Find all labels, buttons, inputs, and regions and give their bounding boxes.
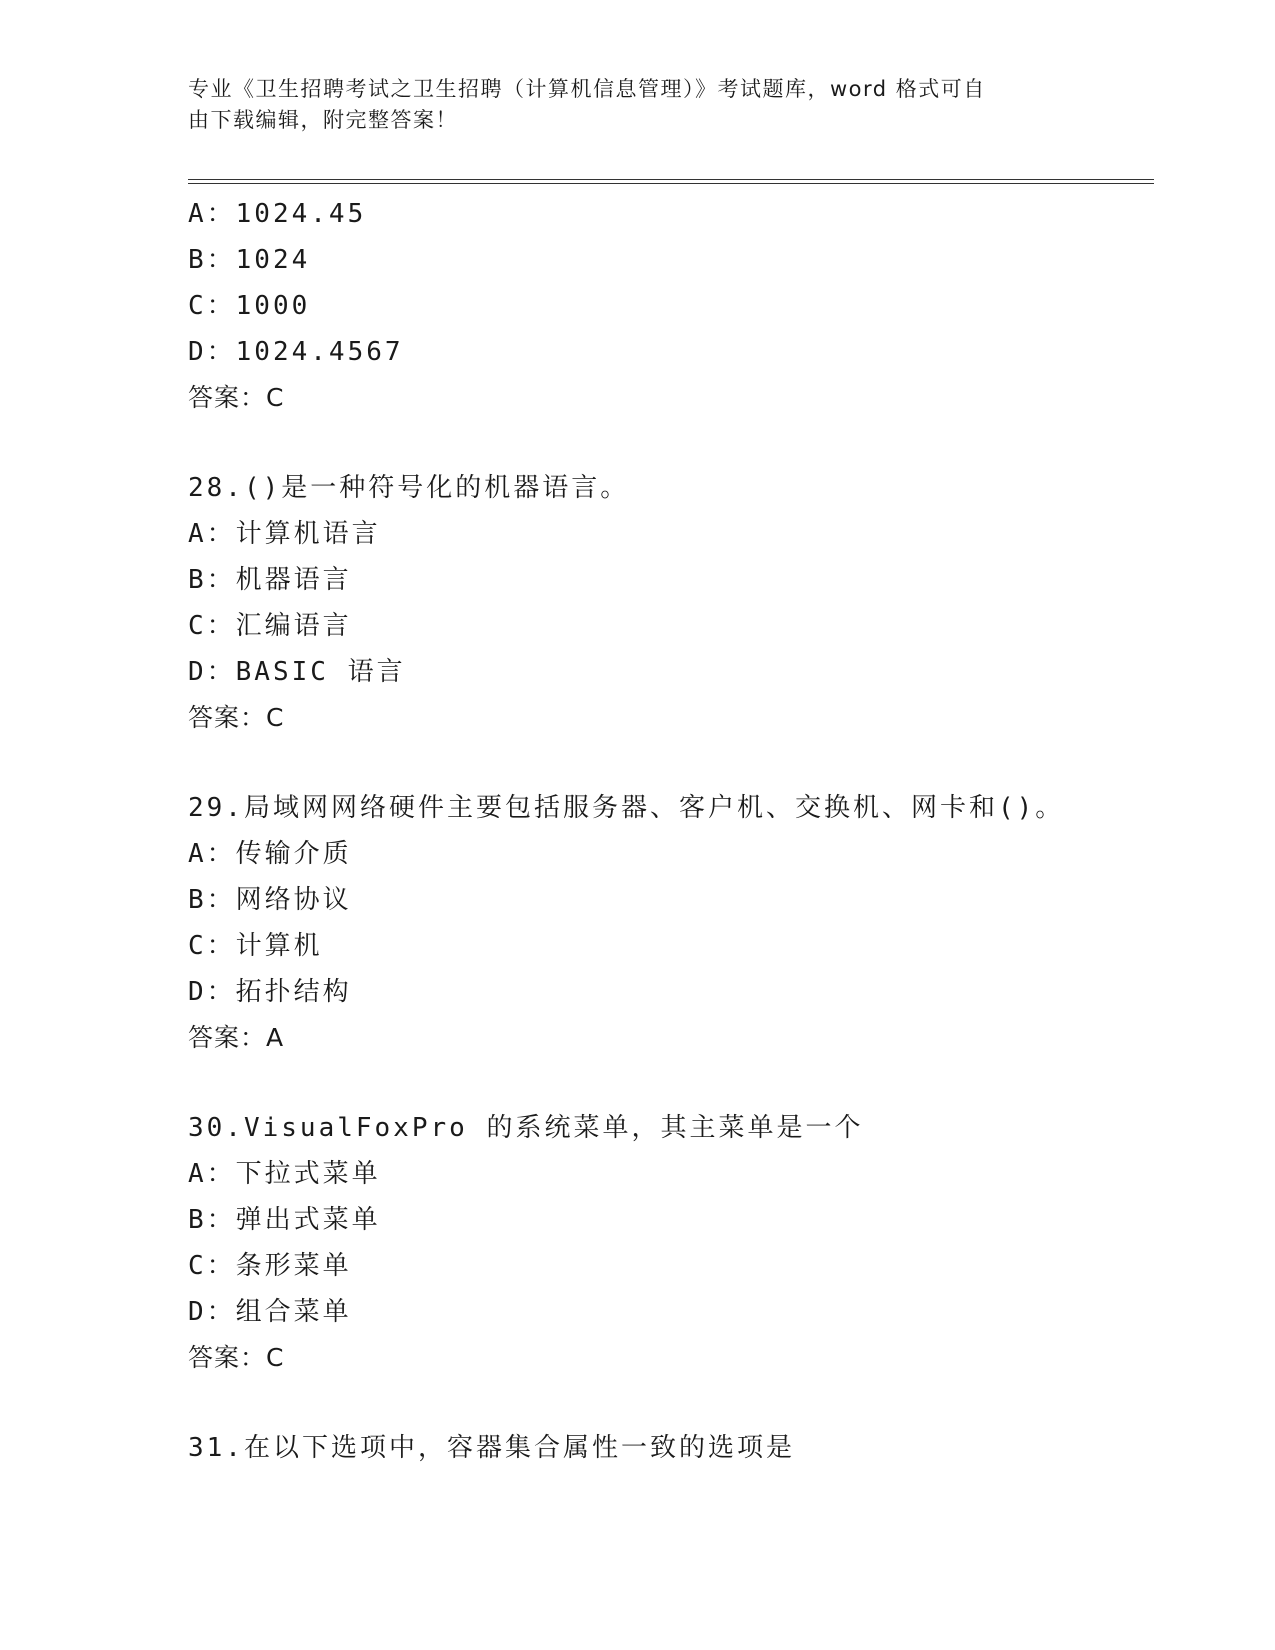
question-block-31 bbox=[188, 1425, 1188, 1471]
answer-line: 答案：C bbox=[188, 1343, 285, 1372]
option-a: A：计算机语言 bbox=[188, 519, 381, 549]
option-b: B：弹出式菜单 bbox=[188, 1205, 381, 1235]
option-c: C：计算机 bbox=[188, 931, 323, 961]
question-block-29 bbox=[188, 785, 1188, 1061]
option-d: D：组合菜单 bbox=[188, 1297, 352, 1327]
spacer bbox=[188, 741, 1188, 785]
question-block-28 bbox=[188, 465, 1188, 741]
option-c: C：1000 bbox=[188, 291, 311, 321]
question-stem: 30.VisualFoxPro 的系统菜单，其主菜单是一个 bbox=[188, 1113, 864, 1143]
option-d: D：1024.4567 bbox=[188, 337, 404, 367]
spacer bbox=[188, 1381, 1188, 1425]
question-list bbox=[188, 191, 1188, 1471]
header-rule-top bbox=[188, 179, 1154, 180]
option-d: D：拓扑结构 bbox=[188, 977, 352, 1007]
answer-line: 答案：A bbox=[188, 1023, 285, 1052]
question-block-27 bbox=[188, 191, 1188, 421]
option-a: A：传输介质 bbox=[188, 839, 352, 869]
spacer bbox=[188, 1061, 1188, 1105]
option-b: B：网络协议 bbox=[188, 885, 352, 915]
option-c: C：条形菜单 bbox=[188, 1251, 352, 1281]
option-c: C：汇编语言 bbox=[188, 611, 352, 641]
option-b: B：1024 bbox=[188, 245, 311, 275]
question-block-30 bbox=[188, 1105, 1188, 1381]
question-stem: 29.局域网网络硬件主要包括服务器、客户机、交换机、网卡和()。 bbox=[188, 793, 1065, 823]
option-d: D：BASIC 语言 bbox=[188, 657, 406, 687]
question-stem: 28.()是一种符号化的机器语言。 bbox=[188, 473, 630, 503]
header-line-1: 专业《卫生招聘考试之卫生招聘（计算机信息管理）》考试题库，word 格式可自 bbox=[188, 77, 986, 101]
header-line-2: 由下载编辑，附完整答案！ bbox=[188, 108, 458, 132]
option-a: A：1024.45 bbox=[188, 199, 367, 229]
option-a: A：下拉式菜单 bbox=[188, 1159, 381, 1189]
spacer bbox=[188, 421, 1188, 465]
header-rule-bottom bbox=[188, 183, 1154, 184]
option-b: B：机器语言 bbox=[188, 565, 352, 595]
question-stem: 31.在以下选项中，容器集合属性一致的选项是 bbox=[188, 1433, 795, 1463]
document-header bbox=[188, 74, 1068, 136]
answer-line: 答案：C bbox=[188, 383, 285, 412]
answer-line: 答案：C bbox=[188, 703, 285, 732]
